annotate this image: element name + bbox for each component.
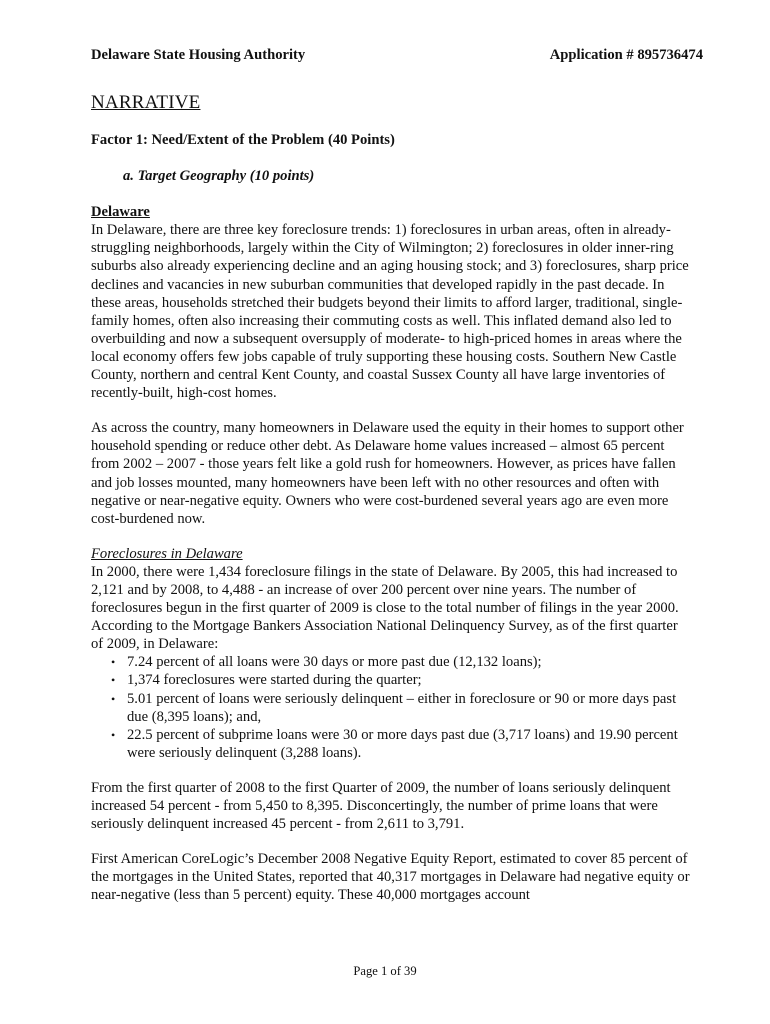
page-title: NARRATIVE [91,92,201,113]
list-item-text: 22.5 percent of subprime loans were 30 or more days past due (3,717 loans) and 19.90 percent were seriously delinquent (3,288 loans). [127,726,678,761]
page-header [91,46,703,64]
factor-heading: Factor 1: Need/Extent of the Problem (40 Points) [91,132,395,148]
paragraph-negative-equity: First American CoreLogic’s December 2008 Negative Equity Report, estimated to cover 85 percent of the mortgages in the United States, reported that 40,317 mortgages in Delaware had negative equity or near-negative (less than 5 percent) equity. These 40,000 mortgages account [91,851,690,904]
page-number-footer: Page 1 of 39 [353,964,417,978]
list-item [91,653,691,671]
delinquency-bullet-list [91,653,691,762]
bullet-icon: • [111,727,116,742]
document-page [91,46,703,904]
bullet-icon: • [111,673,116,688]
paragraph-foreclosure-filings: In 2000, there were 1,434 foreclosure filings in the state of Delaware. By 2005, this had increased to 2,121 and by 2008, to 4,488 - an increase of over 200 percent over nine years. The number of foreclosures begun in the first quarter of 2009 is close to the total number of filings in the year 2000. According to the Mortgage Bankers Association National Delinquency Survey, as of the first quarter of 2009, in Delaware: [91,563,679,653]
section-subheading: Foreclosures in Delaware [91,545,243,562]
organization-name: Delaware State Housing Authority [91,47,306,63]
subfactor-heading: a. Target Geography (10 points) [123,168,315,185]
bullet-icon: • [111,655,116,670]
bullet-icon: • [111,691,116,706]
list-item [91,690,691,726]
paragraph-equity: As across the country, many homeowners in Delaware used the equity in their homes to support other household spending or reduce other debt. As Delaware home values increased – almost 65 percent from 2002 – 2007 - those years felt like a gold rush for homeowners. However, as prices have fallen and job losses mounted, many homeowners have been left with no other resources and often with negative or near-negative equity. Owners who were cost-burdened several years ago are even more cost-burdened now. [91,420,684,527]
region-heading: Delaware [91,204,150,221]
list-item-text: 7.24 percent of all loans were 30 days or more past due (12,132 loans); [127,654,542,671]
list-item-text: 5.01 percent of loans were seriously delinquent – either in foreclosure or 90 or more days past due (8,395 loans); and, [127,690,677,725]
list-item [91,726,691,762]
paragraph-trends: In Delaware, there are three key foreclosure trends: 1) foreclosures in urban areas, often in already-struggling neighborhoods, largely within the City of Wilmington; 2) foreclosures in older inner-ring suburbs also already experiencing decline and an aging housing stock; and 3) foreclosures, sharp price declines and vacancies in new suburban communities that developed rapidly in the past decade. In these areas, households stretched their budgets beyond their limits to afford larger, traditional, single-family homes, often also increasing their commuting costs as well. This inflated demand also led to overbuilding and now a subsequent oversupply of moderate- to high-priced homes in areas where the local economy offers few jobs capable of truly supporting these housing costs. Southern New Castle County, northern and central Kent County, and coastal Sussex County all have large inventories of recently-built, high-cost homes. [91,222,689,402]
list-item [91,671,691,689]
list-item-text: 1,374 foreclosures were started during the quarter; [127,672,422,689]
application-number: Application # 895736474 [549,47,703,63]
paragraph-delinquency-trend: From the first quarter of 2008 to the first Quarter of 2009, the number of loans seriously delinquent increased 54 percent - from 5,450 to 8,395. Disconcertingly, the number of prime loans that were seriously delinquent increased 45 percent - from 2,611 to 3,791. [91,779,671,833]
